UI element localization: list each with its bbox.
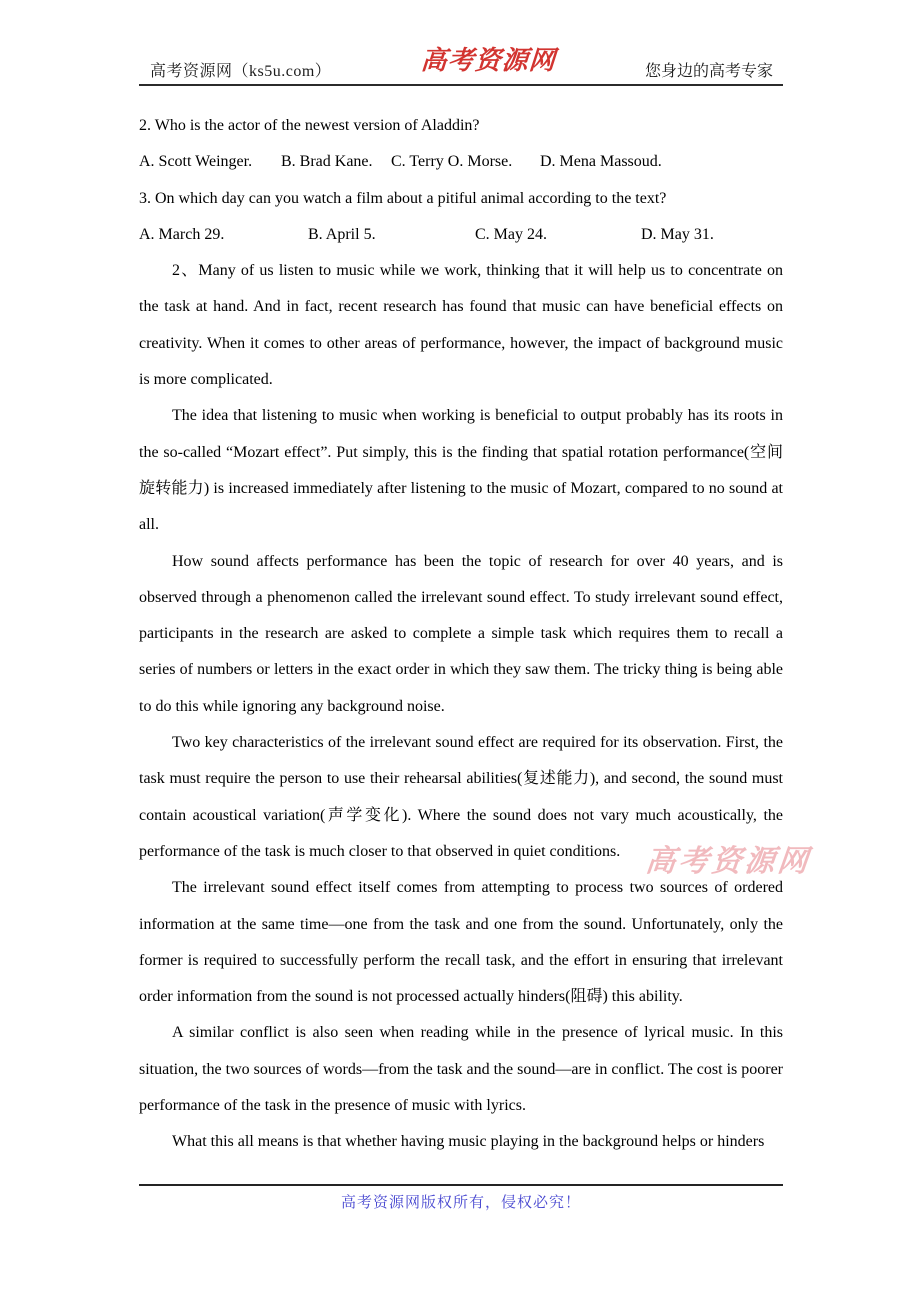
option-a: A. March 29. xyxy=(139,225,225,243)
passage-paragraph: How sound affects performance has been the topic of research for over 40 years, and is observed through a phenomenon called the irrelevant sound effect. To study irrelevant sound effect, participants in the research are asked to complete a simple task which requires them to recall a series of numbers or letters in the exact order in which they saw them. The tricky thing is being able to do this while ignoring any background noise. xyxy=(139,552,783,715)
passage-paragraph: A similar conflict is also seen when reading while in the presence of lyrical music. In this situation, the two sources of words—from the task and the sound—are in conflict. The cost is poorer performance of the task in the presence of music with lyrics. xyxy=(139,1024,784,1115)
passage-paragraph: The irrelevant sound effect itself comes from attempting to process two sources of ordered information at the same time—one from the task and one from the sound. Unfortunately, only the former is required to successfully perform the recall task, and the effort in ensuring that irrelevant order information from the sound is not processed actually hinders(阻碍) this ability. xyxy=(139,879,783,1006)
header-site-name: 高考资源网（ks5u.com） xyxy=(150,63,332,80)
copyright-notice: 高考资源网版权所有，侵权必究！ xyxy=(340,1195,581,1211)
brand-logo: 高考资源网 xyxy=(419,46,557,75)
question-2-text: 2. Who is the actor of the newest version of Aladdin? xyxy=(139,117,480,134)
header-slogan: 您身边的高考专家 xyxy=(644,63,773,80)
page-header xyxy=(139,0,783,86)
passage-paragraph: 2、Many of us listen to music while we work, thinking that it will help us to concentrate on the task at hand. And in fact, recent research has found that music can have beneficial effects on creativity. When it comes to other areas of performance, however, the impact of background music is more complicated. xyxy=(139,262,783,389)
option-d: D. Mena Massoud. xyxy=(540,153,662,171)
option-a: A. Scott Weinger. xyxy=(139,153,253,171)
watermark: 高考资源网 xyxy=(643,845,813,878)
question-3-text: 3. On which day can you watch a film about a pitiful animal according to the text? xyxy=(139,189,667,207)
passage-paragraph: Two key characteristics of the irrelevant sound effect are required for its observation. First, the task must require the person to use their rehearsal abilities(复述能力), and second, the sound must contain acoustical variation(声学变化). Where the sound does not vary much acoustically, the performance of the task is much closer to that observed in quiet conditions. xyxy=(139,734,783,860)
option-c: C. May 24. xyxy=(475,225,547,243)
option-b: B. Brad Kane. xyxy=(281,153,373,171)
document-body xyxy=(139,108,783,1161)
passage-paragraph: What this all means is that whether having music playing in the background helps or hinders xyxy=(172,1133,765,1151)
question-3-options xyxy=(139,217,783,253)
option-c: C. Terry O. Morse. xyxy=(391,153,513,171)
option-d: D. May 31. xyxy=(641,225,714,243)
page-footer xyxy=(139,1184,783,1212)
question-2-options xyxy=(139,144,783,180)
option-b: B. April 5. xyxy=(308,225,376,243)
passage-paragraph: The idea that listening to music when working is beneficial to output probably has its roots in the so-called “Mozart effect”. Put simply, this is the finding that spatial rotation performance(空间旋转能力) is increased immediately after listening to the music of Mozart, compared to no sound at all. xyxy=(139,407,783,534)
